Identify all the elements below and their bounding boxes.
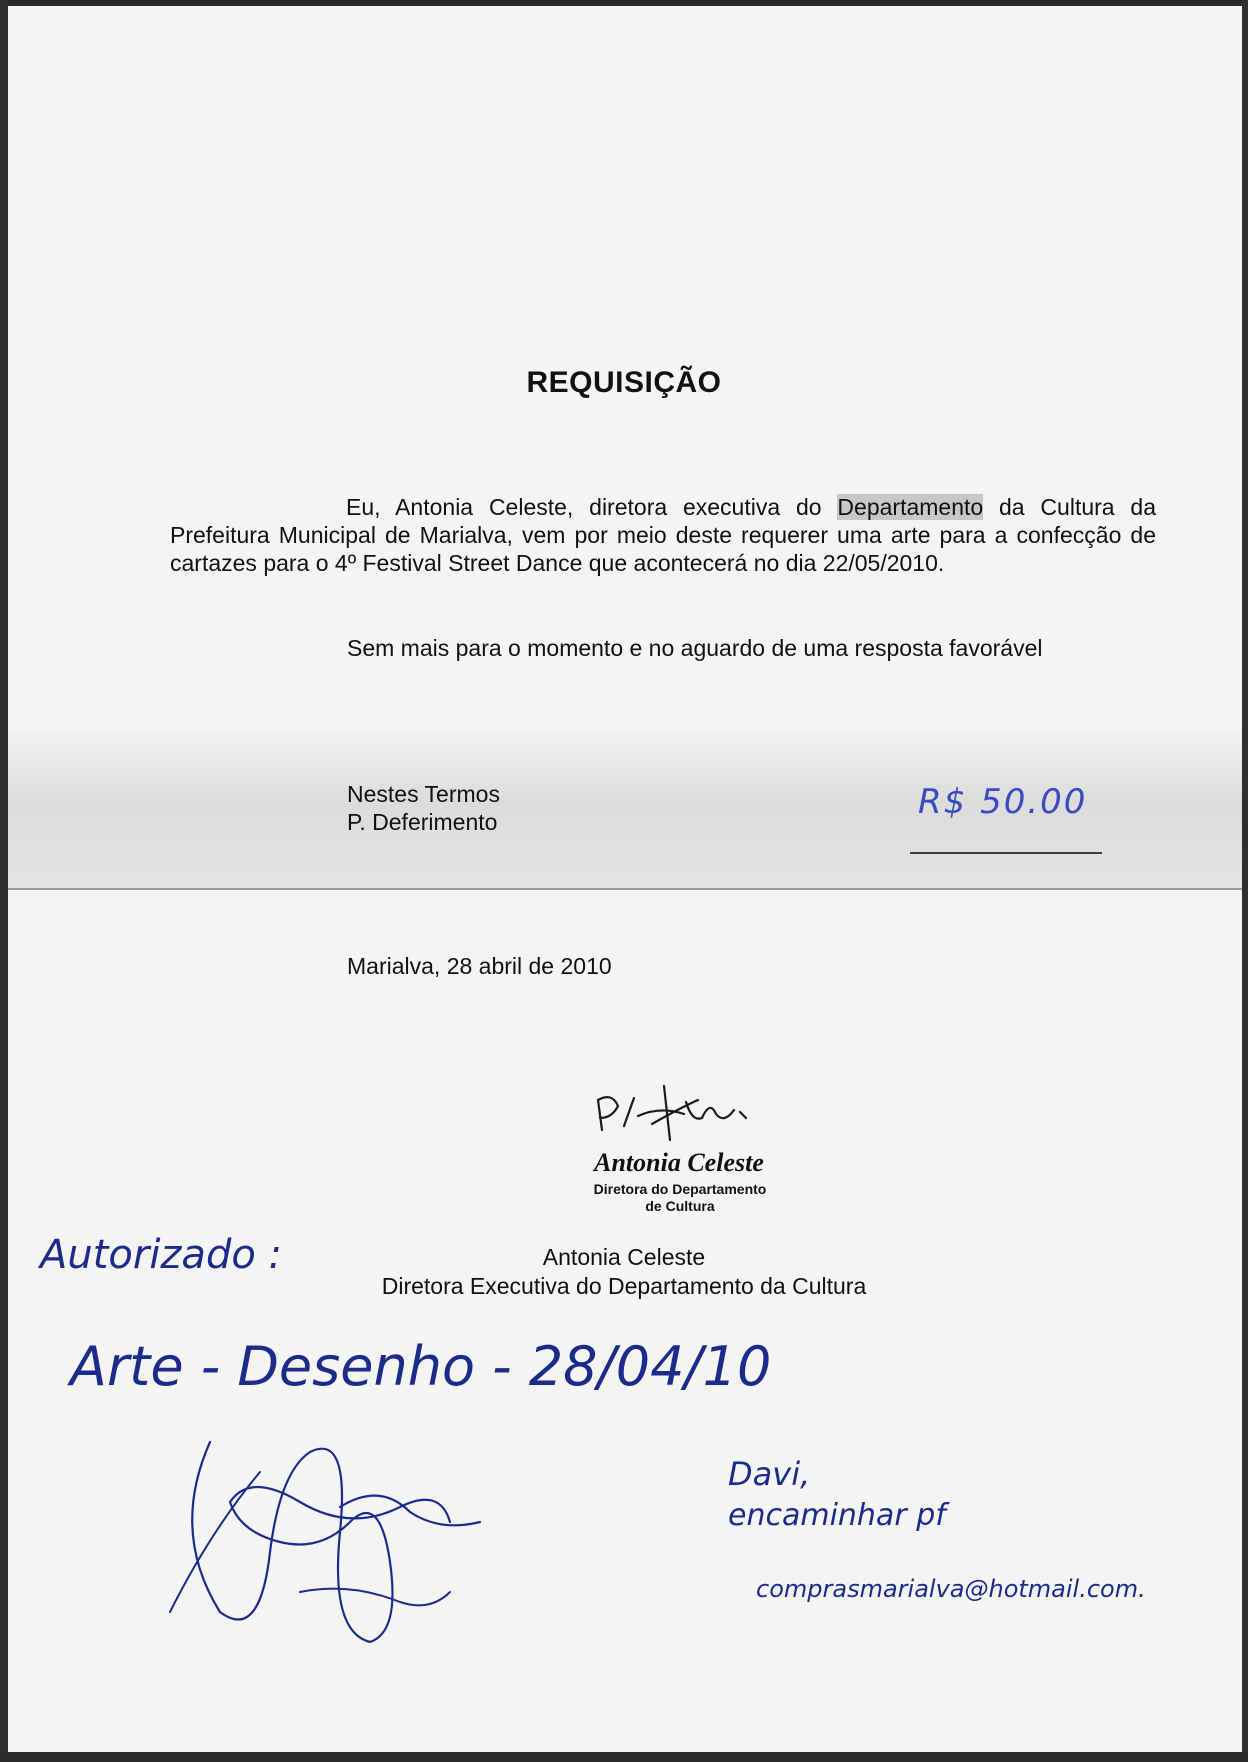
handwritten-davi: Davi, [728, 1455, 811, 1493]
handwritten-price: R$ 50.00 [918, 782, 1088, 822]
stamp-role-line-1: Diretora do Departamento [593, 1181, 767, 1197]
paragraph-text-start: Eu, Antonia Celeste, diretora executiva do [346, 494, 838, 520]
price-underline [910, 852, 1102, 854]
handwritten-email: comprasmarialva@hotmail.com. [756, 1575, 1146, 1603]
handwritten-forward-note: encaminhar pf [728, 1498, 946, 1533]
closing-line: Sem mais para o momento e no aguardo de uma resposta favorável [347, 635, 1043, 661]
scan-border-bottom [0, 1752, 1248, 1762]
director-signature [590, 1078, 810, 1158]
signatory-role: Diretora Executiva do Departamento da Cultura [381, 1273, 867, 1299]
highlighted-word: Departamento [837, 494, 984, 520]
handwritten-authorized: Autorizado : [40, 1232, 282, 1278]
signatory-name: Antonia Celeste [542, 1244, 706, 1270]
terms-line-1: Nestes Termos [347, 781, 500, 807]
paper-fold-line [8, 888, 1242, 890]
scan-border-right [1242, 0, 1248, 1762]
authorizer-signature [150, 1412, 510, 1652]
terms-line-2: P. Deferimento [347, 809, 498, 835]
stamp-name: Antonia Celeste [594, 1148, 764, 1177]
request-paragraph [170, 493, 1156, 577]
scan-border-left [0, 0, 8, 1762]
terms-block [347, 780, 500, 836]
stamp-role-line-2: de Cultura [645, 1198, 715, 1214]
date-line: Marialva, 28 abril de 2010 [347, 953, 612, 979]
stamp-role [560, 1181, 800, 1215]
paragraph-text-end: da Cultura da Prefeitura Municipal de Marialva, vem por meio deste requerer uma arte para a confecção de cartazes para o 4º Festival Street Dance que acontecerá no dia 22/05/2010. [170, 494, 1157, 576]
scan-border-top [0, 0, 1248, 6]
handwritten-art-note: Arte - Desenho - 28/04/10 [70, 1335, 772, 1398]
document-title: REQUISIÇÃO [526, 366, 722, 399]
